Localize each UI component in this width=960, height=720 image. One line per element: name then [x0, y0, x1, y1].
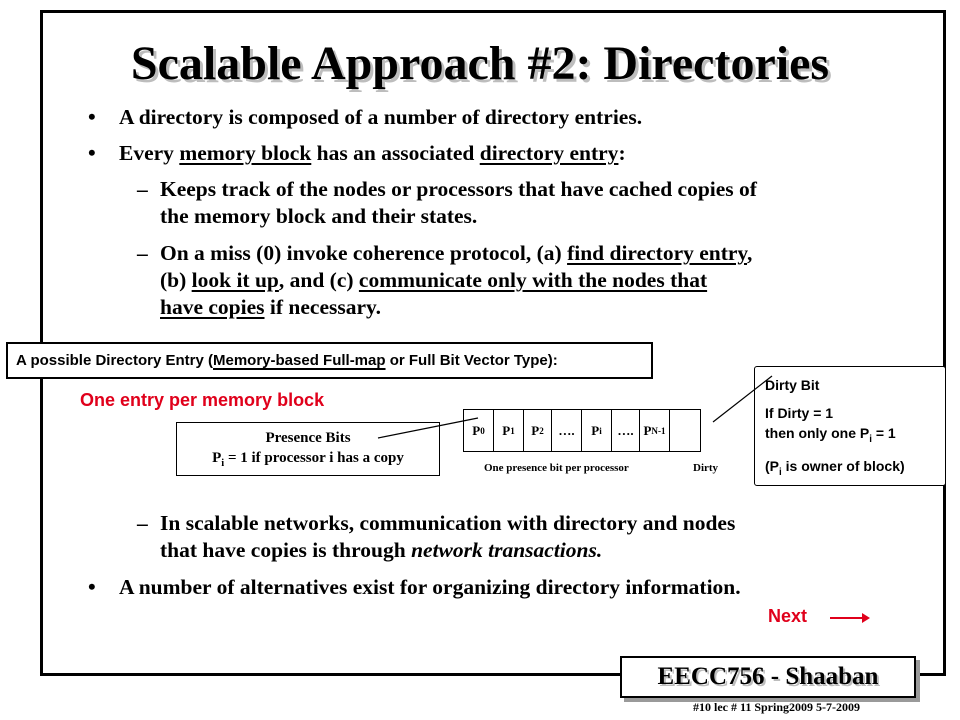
bit-pi: P i — [582, 410, 612, 451]
bullet-1: A directory is composed of a number of directory entries. — [119, 105, 643, 129]
bit-dots-2: …. — [612, 410, 640, 451]
bit-p0: P 0 — [464, 410, 494, 451]
sub-bullet-2-line-1: On a miss (0) invoke coherence protocol, (a) find directory entry, — [160, 241, 753, 265]
underline-directory-entry: directory entry — [479, 141, 619, 165]
presence-bits-desc: $P_i = 1$ if processor i has a copy — [212, 450, 404, 469]
bullet-4: A number of alternatives exist for organizing directory information. — [119, 575, 741, 599]
next-arrow-head — [862, 613, 870, 623]
per-processor-label: One presence bit per processor — [484, 462, 629, 474]
bullet-glyph: • — [88, 104, 96, 129]
one-entry-label: One entry per memory block — [80, 390, 325, 410]
sub-bullet-3-line-2: that have copies is through network transactions. — [160, 538, 603, 562]
bit-p2: P 2 — [524, 410, 552, 451]
presence-bits-title: Presence Bits — [265, 430, 351, 446]
slide-footer: #10 lec # 11 Spring2009 5-7-2009 — [693, 700, 860, 714]
course-brand: EECC756 - Shaaban — [620, 656, 916, 698]
next-link[interactable]: Next — [768, 606, 808, 626]
presence-connector — [378, 418, 478, 438]
sub-bullet-3-line-1: In scalable networks, communication with directory and nodes — [160, 511, 736, 535]
dirty-connector — [713, 376, 772, 422]
slide-title: Scalable Approach #2: Directories — [130, 37, 830, 90]
dirty-cell-label: Dirty — [693, 462, 719, 474]
bit-pn: P N-1 — [640, 410, 670, 451]
underline-memory-block: memory block — [179, 141, 312, 165]
bit-p1: P 1 — [494, 410, 524, 451]
dirty-bit-line-3: ($P_i$ is owner of block) — [765, 457, 905, 478]
bullet-2: Every memory block has an associated directory entry: — [119, 141, 626, 165]
sub-bullet-2-line-2: (b) look it up, and (c) communicate only with the nodes that — [160, 268, 708, 292]
dirty-bit-title: Dirty Bit — [765, 377, 820, 393]
dash-glyph: – — [137, 177, 148, 201]
directory-entry-caption: A possible Directory Entry (Memory-based Full-map or Full Bit Vector Type): — [6, 342, 653, 379]
dirty-bit-line-1: If Dirty = 1 — [765, 405, 834, 421]
bullet-glyph: • — [88, 140, 96, 165]
dash-glyph: – — [137, 241, 148, 265]
dash-glyph: – — [137, 511, 148, 535]
sub-bullet-1-line-2: the memory block and their states. — [160, 204, 478, 228]
sub-bullet-1-line-1: Keeps track of the nodes or processors that have cached copies of — [160, 177, 757, 201]
sub-bullet-2-line-3: have copies if necessary. — [160, 295, 381, 319]
bit-dots-1: …. — [552, 410, 582, 451]
dirty-bit-line-2: then only one $P_i = 1$ — [765, 425, 896, 445]
bullet-glyph: • — [88, 574, 96, 599]
